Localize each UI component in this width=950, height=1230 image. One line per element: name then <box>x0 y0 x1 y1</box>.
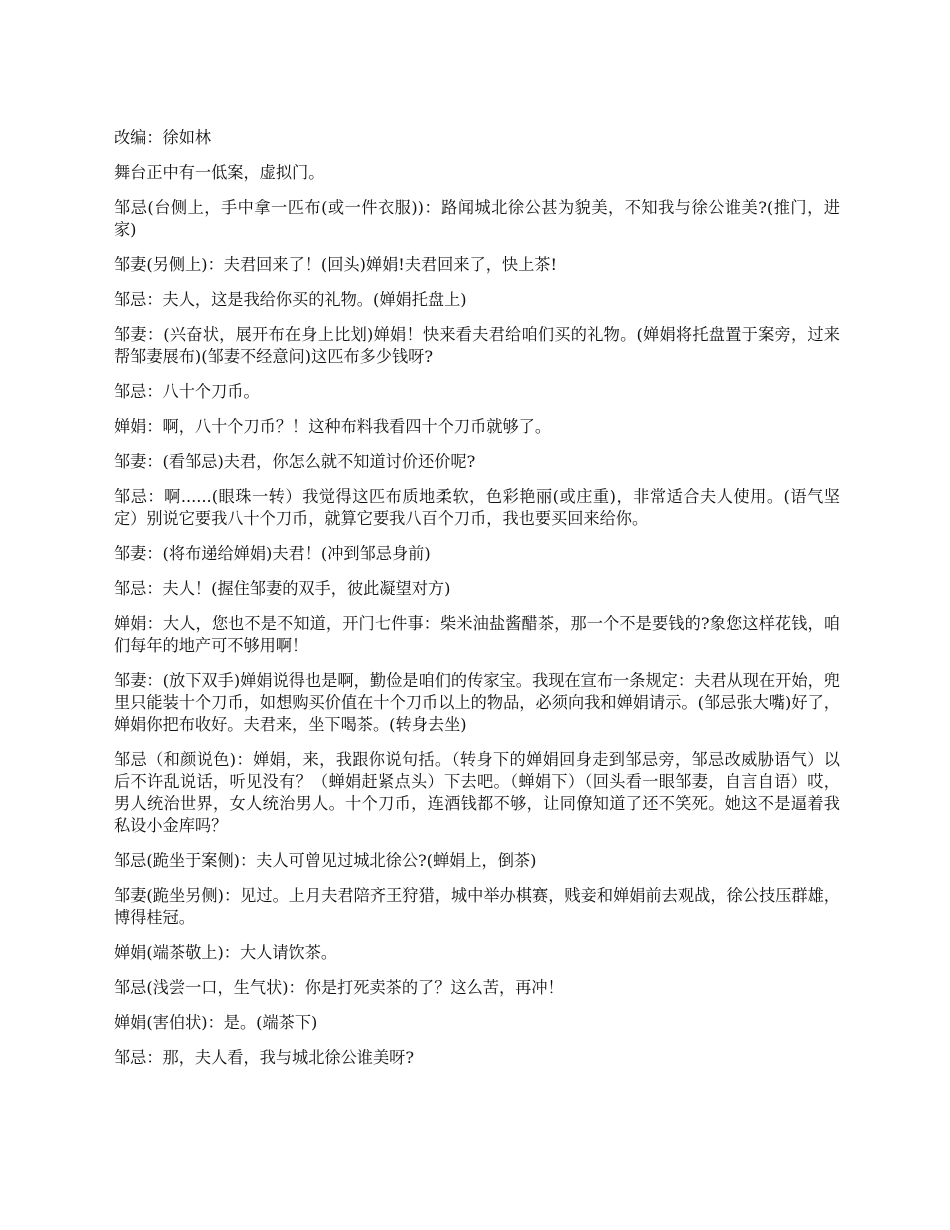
dialogue-line: 邹忌（和颜说色)：婵娟，来，我跟你说句括。（转身下的婵娟回身走到邹忌旁，邹忌改威胁语气）以后不许乱说话，听见没有？（蝉娟赶紧点头）下去吧。（蝉娟下）（回头看一眼邹妻，自言自语）哎，男人统治世界，女人统治男人。十个刀币，连酒钱都不够，让同僚知道了还不笑死。她这不是逼着我私设小金库吗？ <box>114 750 840 835</box>
dialogue-line: 婵娟(害伯状)：是。(端茶下) <box>114 1013 318 1032</box>
dialogue-line: 邹妻：(放下双手)婵娟说得也是啊，勤俭是咱们的传家宝。我现在宣布一条规定：夫君从现在开始，兜里只能装十个刀币，如想购买价值在十个刀币以上的物品，必须向我和婵娟请示。(邹忌张大嘴)好了，婵娟你把布收好。夫君来，坐下喝茶。(转身去坐) <box>114 671 840 734</box>
dialogue-line: 邹妻：(兴奋状，展开布在身上比划)婵娟！快来看夫君给咱们买的礼物。(婵娟将托盘置于案旁，过来帮邹妻展布)(邹妻不经意问)这匹布多少钱呀? <box>114 325 840 366</box>
stage-direction: 舞台正中有一低案，虚拟门。 <box>114 163 325 182</box>
dialogue-line: 邹忌：啊......(眼珠一转）我觉得这匹布质地柔软，色彩艳丽(或庄重)，非常适合夫人使用。(语气坚定）别说它要我八十个刀币，就算它要我八百个刀币，我也要买回来给你。 <box>114 487 840 528</box>
dialogue-line: 邹忌(台侧上，手中拿一匹布(或一件衣服))：路闻城北徐公甚为貌美，不知我与徐公谁美?(推门，进家) <box>114 198 840 239</box>
dialogue-line: 婵娟(端茶敬上)：大人请饮茶。 <box>114 943 338 962</box>
dialogue-line: 婵娟：啊，八十个刀币？！这种布料我看四十个刀币就够了。 <box>114 417 552 436</box>
dialogue-line: 邹忌(跪坐于案侧)：夫人可曾见过城北徐公?(蝉娟上，倒茶) <box>114 851 537 870</box>
dialogue-line: 邹忌：夫人，这是我给你买的礼物。(婵娟托盘上) <box>114 290 467 309</box>
dialogue-line: 邹妻：(将布递给婵娟)夫君！(冲到邹忌身前) <box>114 544 431 563</box>
dialogue-line: 邹忌：八十个刀币。 <box>114 382 260 401</box>
dialogue-line: 邹忌：那，夫人看，我与城北徐公谁美呀? <box>114 1048 415 1067</box>
dialogue-line: 婵娟：大人，您也不是不知道，开门七件事：柴米油盐酱醋茶，那一个不是要钱的?象您这样花钱，咱们每年的地产可不够用啊！ <box>114 614 840 655</box>
dialogue-line: 邹忌：夫人！(握住邹妻的双手，彼此凝望对方) <box>114 579 451 598</box>
dialogue-line: 邹妻：(看邹忌)夫君，你怎么就不知道讨价还价呢? <box>114 452 476 471</box>
dialogue-line: 邹妻(跪坐另侧)：见过。上月夫君陪齐王狩猎，城中举办棋赛，贱妾和婵娟前去观战，徐公技压群雄，博得桂冠。 <box>114 886 840 927</box>
dialogue-line: 邹忌(浅尝一口，生气状)：你是打死卖茶的了？这么苦，再冲！ <box>114 978 564 997</box>
adapter-credit: 改编：徐如林 <box>114 128 212 147</box>
dialogue-line: 邹妻(另侧上)：夫君回来了！(回头)婵娟!夫君回来了，快上茶! <box>114 255 557 274</box>
document-body <box>114 127 840 1082</box>
